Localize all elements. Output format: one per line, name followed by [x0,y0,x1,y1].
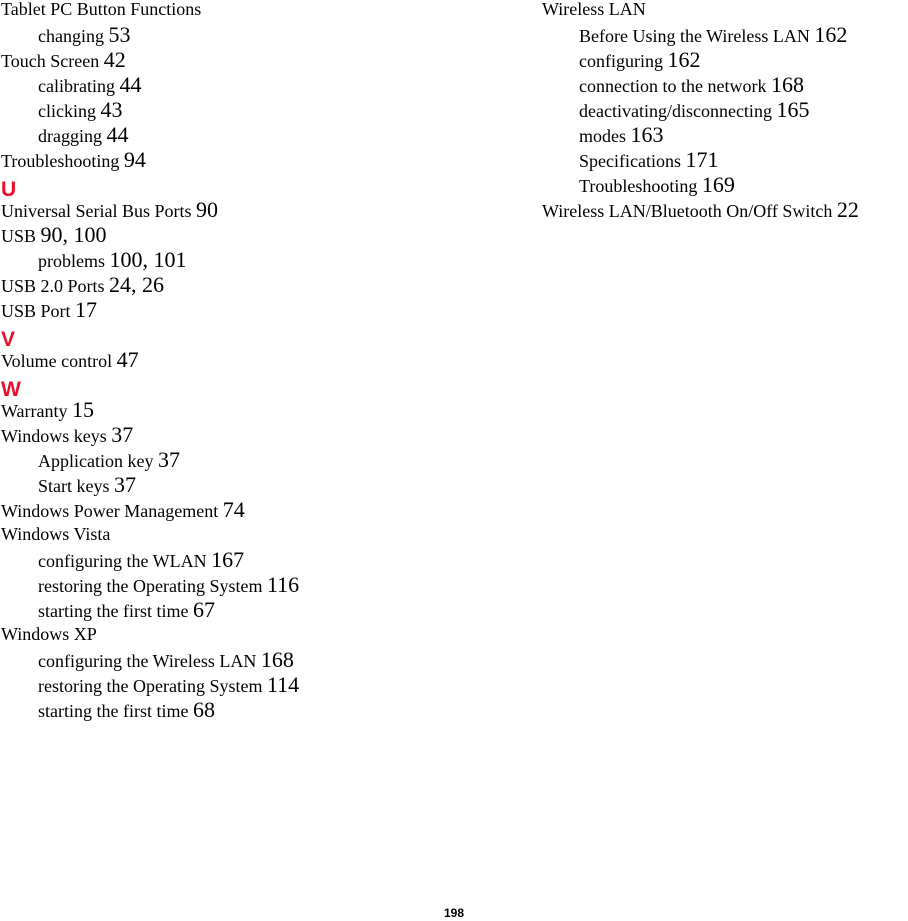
index-page-refs: 163 [630,122,664,147]
index-term: Volume control [1,351,113,371]
index-subentry-restoring-the-operating-system [1,572,521,600]
index-subentry-configuring-the-wlan [1,547,521,575]
index-page-refs: 44 [106,122,129,147]
index-entry-windows-power-management [1,497,521,525]
index-entry-tablet-pc-button-functions [1,0,521,25]
index-entry-wireless-lan-bluetooth-on-off-switch [542,197,908,225]
index-term: problems [38,251,105,271]
index-entry-volume-control [1,347,521,375]
index-page-refs: 90 [196,197,218,222]
index-term: configuring the WLAN [38,551,207,571]
index-term: Wireless LAN [542,0,646,19]
index-letter-heading: V [1,328,16,351]
index-page-refs: 53 [108,22,131,47]
index-term: Universal Serial Bus Ports [1,201,192,221]
index-page-refs: 37 [157,447,180,472]
index-subentry-dragging [1,122,521,150]
index-page-refs: 24, 26 [109,272,165,297]
index-page-refs: 116 [266,572,300,597]
index-entry-troubleshooting [1,147,521,175]
index-term: changing [38,26,104,46]
index-page-refs: 42 [103,47,126,72]
index-term: connection to the network [579,76,767,96]
index-term: Troubleshooting [579,176,698,196]
index-entry-usb-port [1,297,521,325]
index-letter-heading: U [1,178,17,201]
index-subentry-starting-the-first-time [1,697,521,725]
index-term: Warranty [1,401,68,421]
index-subentry-problems [1,247,521,275]
index-column-left [1,0,521,725]
index-subentry-application-key [1,447,521,475]
index-term: USB 2.0 Ports [1,276,105,296]
index-term: Windows Vista [1,524,111,544]
index-column-right [542,0,908,225]
index-page-refs: 169 [701,172,735,197]
index-term: Troubleshooting [1,151,120,171]
index-subentry-changing [1,22,521,50]
index-page-refs: 94 [123,147,146,172]
index-term: restoring the Operating System [38,676,263,696]
index-page-refs: 67 [192,597,215,622]
index-term: USB [1,226,37,246]
index-entry-touch-screen [1,47,521,75]
index-term: restoring the Operating System [38,576,263,596]
index-subentry-configuring-the-wireless-lan [1,647,521,675]
index-entry-windows-vista [1,525,521,550]
index-term: Application key [38,451,154,471]
index-page-refs: 167 [211,547,245,572]
index-subentry-calibrating [1,72,521,100]
index-term: Windows keys [1,426,107,446]
index-subentry-start-keys [1,472,521,500]
index-term: starting the first time [38,601,189,621]
page-number: 198 [443,906,465,920]
index-page-refs: 37 [111,422,134,447]
index-term: configuring the Wireless LAN [38,651,257,671]
index-page-refs: 165 [776,97,810,122]
index-term: Windows Power Management [1,501,219,521]
index-entry-windows-keys [1,422,521,450]
index-term: Before Using the Wireless LAN [579,26,810,46]
index-page-refs: 74 [222,497,245,522]
index-subentry-restoring-the-operating-system [1,672,521,700]
index-term: clicking [38,101,96,121]
index-subentry-connection-to-the-network [542,72,908,100]
index-page-refs: 68 [192,697,215,722]
index-term: Specifications [579,151,681,171]
index-term: Tablet PC Button Functions [1,0,202,19]
index-entry-wireless-lan [542,0,908,25]
index-term: Touch Screen [1,51,100,71]
index-page-refs: 100, 101 [109,247,187,272]
index-page-refs: 22 [836,197,859,222]
index-term: calibrating [38,76,115,96]
index-page-refs: 90, 100 [40,222,107,247]
index-term: Start keys [38,476,110,496]
index-subentry-modes [542,122,908,150]
index-term: modes [579,126,626,146]
index-page-refs: 37 [114,472,136,497]
index-term: starting the first time [38,701,189,721]
index-entry-warranty [1,397,521,425]
index-subentry-deactivating-disconnecting [542,97,908,125]
index-page-refs: 162 [814,22,848,47]
index-term: deactivating/disconnecting [579,101,772,121]
index-subentry-before-using-the-wireless-lan [542,22,908,50]
index-entry-usb [1,222,521,250]
index-term: dragging [38,126,102,146]
index-page-refs: 44 [119,72,142,97]
index-term: configuring [579,51,663,71]
index-subentry-clicking [1,97,521,125]
index-page-refs: 114 [266,672,300,697]
index-term: Windows XP [1,624,97,644]
index-page-refs: 43 [100,97,123,122]
index-subentry-configuring [542,47,908,75]
index-page-refs: 168 [770,72,804,97]
index-page-refs: 168 [260,647,294,672]
index-term: USB Port [1,301,71,321]
index-page-refs: 17 [75,297,98,322]
index-letter-heading: W [1,378,21,401]
index-subentry-starting-the-first-time [1,597,521,625]
index-page-refs: 171 [685,147,719,172]
index-page-refs: 47 [116,347,139,372]
index-page-refs: 15 [72,397,95,422]
index-term: Wireless LAN/Bluetooth On/Off Switch [542,201,833,221]
index-page-refs: 162 [667,47,701,72]
